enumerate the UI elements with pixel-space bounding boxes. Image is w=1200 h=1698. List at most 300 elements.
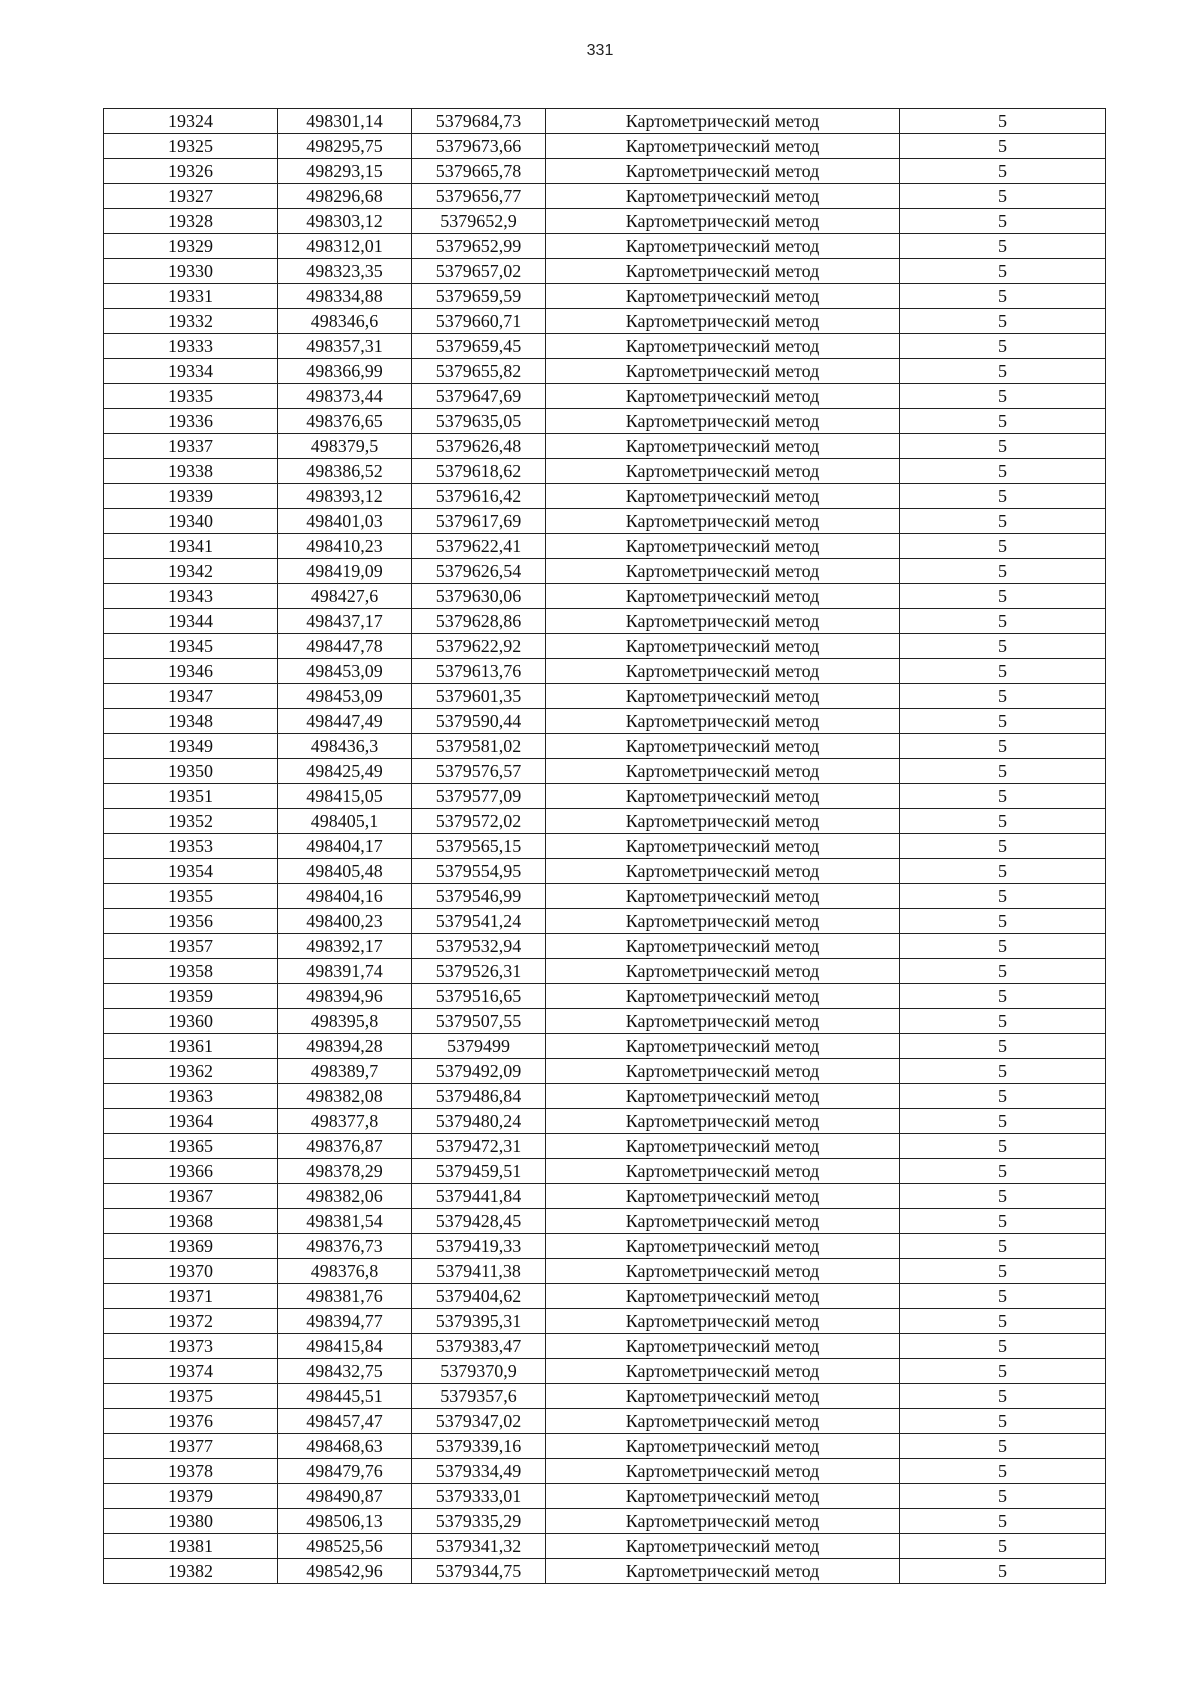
point-number-cell: 19372 (104, 1309, 278, 1334)
y-coordinate-cell: 5379659,59 (412, 284, 546, 309)
accuracy-cell: 5 (900, 559, 1106, 584)
y-coordinate-cell: 5379480,24 (412, 1109, 546, 1134)
y-coordinate-cell: 5379576,57 (412, 759, 546, 784)
point-number-cell: 19373 (104, 1334, 278, 1359)
point-number-cell: 19346 (104, 659, 278, 684)
y-coordinate-cell: 5379659,45 (412, 334, 546, 359)
method-cell: Картометрический метод (546, 709, 900, 734)
x-coordinate-cell: 498392,17 (278, 934, 412, 959)
method-cell: Картометрический метод (546, 809, 900, 834)
y-coordinate-cell: 5379404,62 (412, 1284, 546, 1309)
accuracy-cell: 5 (900, 1434, 1106, 1459)
table-row (104, 1134, 1106, 1159)
method-cell: Картометрический метод (546, 1459, 900, 1484)
point-number-cell: 19328 (104, 209, 278, 234)
accuracy-cell: 5 (900, 284, 1106, 309)
method-cell: Картометрический метод (546, 634, 900, 659)
x-coordinate-cell: 498425,49 (278, 759, 412, 784)
accuracy-cell: 5 (900, 1334, 1106, 1359)
table-row (104, 984, 1106, 1009)
y-coordinate-cell: 5379334,49 (412, 1459, 546, 1484)
y-coordinate-cell: 5379532,94 (412, 934, 546, 959)
y-coordinate-cell: 5379652,99 (412, 234, 546, 259)
x-coordinate-cell: 498404,17 (278, 834, 412, 859)
accuracy-cell: 5 (900, 1459, 1106, 1484)
table-row (104, 909, 1106, 934)
y-coordinate-cell: 5379499 (412, 1034, 546, 1059)
x-coordinate-cell: 498394,28 (278, 1034, 412, 1059)
point-number-cell: 19353 (104, 834, 278, 859)
x-coordinate-cell: 498506,13 (278, 1509, 412, 1534)
x-coordinate-cell: 498447,78 (278, 634, 412, 659)
y-coordinate-cell: 5379601,35 (412, 684, 546, 709)
x-coordinate-cell: 498427,6 (278, 584, 412, 609)
accuracy-cell: 5 (900, 534, 1106, 559)
x-coordinate-cell: 498394,96 (278, 984, 412, 1009)
table-row (104, 409, 1106, 434)
table-row (104, 684, 1106, 709)
y-coordinate-cell: 5379441,84 (412, 1184, 546, 1209)
accuracy-cell: 5 (900, 709, 1106, 734)
table-row (104, 334, 1106, 359)
accuracy-cell: 5 (900, 1234, 1106, 1259)
point-number-cell: 19362 (104, 1059, 278, 1084)
x-coordinate-cell: 498386,52 (278, 459, 412, 484)
accuracy-cell: 5 (900, 459, 1106, 484)
table-row (104, 609, 1106, 634)
x-coordinate-cell: 498303,12 (278, 209, 412, 234)
accuracy-cell: 5 (900, 259, 1106, 284)
table-row (104, 784, 1106, 809)
method-cell: Картометрический метод (546, 1434, 900, 1459)
table-row (104, 1084, 1106, 1109)
method-cell: Картометрический метод (546, 284, 900, 309)
accuracy-cell: 5 (900, 684, 1106, 709)
table-row (104, 209, 1106, 234)
y-coordinate-cell: 5379492,09 (412, 1059, 546, 1084)
table-row (104, 234, 1106, 259)
x-coordinate-cell: 498401,03 (278, 509, 412, 534)
point-number-cell: 19349 (104, 734, 278, 759)
y-coordinate-cell: 5379590,44 (412, 709, 546, 734)
point-number-cell: 19365 (104, 1134, 278, 1159)
y-coordinate-cell: 5379647,69 (412, 384, 546, 409)
method-cell: Картометрический метод (546, 1084, 900, 1109)
y-coordinate-cell: 5379341,32 (412, 1534, 546, 1559)
table-row (104, 284, 1106, 309)
accuracy-cell: 5 (900, 484, 1106, 509)
table-row (104, 1184, 1106, 1209)
x-coordinate-cell: 498436,3 (278, 734, 412, 759)
method-cell: Картометрический метод (546, 484, 900, 509)
point-number-cell: 19370 (104, 1259, 278, 1284)
x-coordinate-cell: 498437,17 (278, 609, 412, 634)
point-number-cell: 19371 (104, 1284, 278, 1309)
method-cell: Картометрический метод (546, 1259, 900, 1284)
point-number-cell: 19363 (104, 1084, 278, 1109)
method-cell: Картометрический метод (546, 509, 900, 534)
accuracy-cell: 5 (900, 159, 1106, 184)
point-number-cell: 19333 (104, 334, 278, 359)
method-cell: Картометрический метод (546, 1384, 900, 1409)
method-cell: Картометрический метод (546, 234, 900, 259)
y-coordinate-cell: 5379626,54 (412, 559, 546, 584)
y-coordinate-cell: 5379616,42 (412, 484, 546, 509)
method-cell: Картометрический метод (546, 1109, 900, 1134)
point-number-cell: 19364 (104, 1109, 278, 1134)
accuracy-cell: 5 (900, 1284, 1106, 1309)
accuracy-cell: 5 (900, 734, 1106, 759)
x-coordinate-cell: 498453,09 (278, 684, 412, 709)
point-number-cell: 19352 (104, 809, 278, 834)
table-row (104, 584, 1106, 609)
accuracy-cell: 5 (900, 1309, 1106, 1334)
method-cell: Картометрический метод (546, 1209, 900, 1234)
y-coordinate-cell: 5379344,75 (412, 1559, 546, 1584)
x-coordinate-cell: 498376,65 (278, 409, 412, 434)
accuracy-cell: 5 (900, 334, 1106, 359)
table-row (104, 809, 1106, 834)
y-coordinate-cell: 5379657,02 (412, 259, 546, 284)
point-number-cell: 19354 (104, 859, 278, 884)
method-cell: Картометрический метод (546, 884, 900, 909)
table-row (104, 184, 1106, 209)
point-number-cell: 19331 (104, 284, 278, 309)
method-cell: Картометрический метод (546, 734, 900, 759)
x-coordinate-cell: 498419,09 (278, 559, 412, 584)
point-number-cell: 19343 (104, 584, 278, 609)
point-number-cell: 19360 (104, 1009, 278, 1034)
y-coordinate-cell: 5379581,02 (412, 734, 546, 759)
point-number-cell: 19334 (104, 359, 278, 384)
table-row (104, 859, 1106, 884)
point-number-cell: 19330 (104, 259, 278, 284)
table-row (104, 1109, 1106, 1134)
x-coordinate-cell: 498415,84 (278, 1334, 412, 1359)
table-row (104, 1559, 1106, 1584)
accuracy-cell: 5 (900, 1534, 1106, 1559)
x-coordinate-cell: 498376,8 (278, 1259, 412, 1284)
y-coordinate-cell: 5379617,69 (412, 509, 546, 534)
table-row (104, 309, 1106, 334)
x-coordinate-cell: 498468,63 (278, 1434, 412, 1459)
y-coordinate-cell: 5379626,48 (412, 434, 546, 459)
point-number-cell: 19324 (104, 109, 278, 134)
method-cell: Картометрический метод (546, 859, 900, 884)
y-coordinate-cell: 5379673,66 (412, 134, 546, 159)
method-cell: Картометрический метод (546, 409, 900, 434)
table-row (104, 709, 1106, 734)
point-number-cell: 19381 (104, 1534, 278, 1559)
x-coordinate-cell: 498334,88 (278, 284, 412, 309)
method-cell: Картометрический метод (546, 434, 900, 459)
method-cell: Картометрический метод (546, 1034, 900, 1059)
point-number-cell: 19347 (104, 684, 278, 709)
method-cell: Картометрический метод (546, 834, 900, 859)
accuracy-cell: 5 (900, 884, 1106, 909)
point-number-cell: 19379 (104, 1484, 278, 1509)
point-number-cell: 19367 (104, 1184, 278, 1209)
point-number-cell: 19337 (104, 434, 278, 459)
accuracy-cell: 5 (900, 1059, 1106, 1084)
accuracy-cell: 5 (900, 1259, 1106, 1284)
x-coordinate-cell: 498525,56 (278, 1534, 412, 1559)
y-coordinate-cell: 5379486,84 (412, 1084, 546, 1109)
method-cell: Картометрический метод (546, 1509, 900, 1534)
accuracy-cell: 5 (900, 309, 1106, 334)
table-row (104, 1284, 1106, 1309)
point-number-cell: 19348 (104, 709, 278, 734)
table-row (104, 159, 1106, 184)
point-number-cell: 19327 (104, 184, 278, 209)
accuracy-cell: 5 (900, 134, 1106, 159)
x-coordinate-cell: 498405,48 (278, 859, 412, 884)
y-coordinate-cell: 5379516,65 (412, 984, 546, 1009)
table-row (104, 1034, 1106, 1059)
table-row (104, 834, 1106, 859)
y-coordinate-cell: 5379618,62 (412, 459, 546, 484)
y-coordinate-cell: 5379622,92 (412, 634, 546, 659)
method-cell: Картометрический метод (546, 759, 900, 784)
point-number-cell: 19335 (104, 384, 278, 409)
accuracy-cell: 5 (900, 584, 1106, 609)
accuracy-cell: 5 (900, 1009, 1106, 1034)
accuracy-cell: 5 (900, 1484, 1106, 1509)
x-coordinate-cell: 498391,74 (278, 959, 412, 984)
table-row (104, 1384, 1106, 1409)
method-cell: Картометрический метод (546, 359, 900, 384)
method-cell: Картометрический метод (546, 559, 900, 584)
point-number-cell: 19339 (104, 484, 278, 509)
y-coordinate-cell: 5379419,33 (412, 1234, 546, 1259)
point-number-cell: 19344 (104, 609, 278, 634)
point-number-cell: 19382 (104, 1559, 278, 1584)
method-cell: Картометрический метод (546, 684, 900, 709)
y-coordinate-cell: 5379652,9 (412, 209, 546, 234)
y-coordinate-cell: 5379333,01 (412, 1484, 546, 1509)
accuracy-cell: 5 (900, 234, 1106, 259)
point-number-cell: 19368 (104, 1209, 278, 1234)
table-row (104, 1309, 1106, 1334)
x-coordinate-cell: 498404,16 (278, 884, 412, 909)
point-number-cell: 19332 (104, 309, 278, 334)
x-coordinate-cell: 498376,73 (278, 1234, 412, 1259)
method-cell: Картометрический метод (546, 1534, 900, 1559)
coordinates-table-body (104, 109, 1106, 1584)
table-row (104, 459, 1106, 484)
x-coordinate-cell: 498381,54 (278, 1209, 412, 1234)
method-cell: Картометрический метод (546, 909, 900, 934)
y-coordinate-cell: 5379541,24 (412, 909, 546, 934)
x-coordinate-cell: 498453,09 (278, 659, 412, 684)
method-cell: Картометрический метод (546, 534, 900, 559)
x-coordinate-cell: 498382,06 (278, 1184, 412, 1209)
accuracy-cell: 5 (900, 509, 1106, 534)
method-cell: Картометрический метод (546, 609, 900, 634)
table-row (104, 934, 1106, 959)
accuracy-cell: 5 (900, 1109, 1106, 1134)
x-coordinate-cell: 498378,29 (278, 1159, 412, 1184)
x-coordinate-cell: 498379,5 (278, 434, 412, 459)
x-coordinate-cell: 498457,47 (278, 1409, 412, 1434)
y-coordinate-cell: 5379347,02 (412, 1409, 546, 1434)
method-cell: Картометрический метод (546, 584, 900, 609)
method-cell: Картометрический метод (546, 334, 900, 359)
x-coordinate-cell: 498445,51 (278, 1384, 412, 1409)
x-coordinate-cell: 498346,6 (278, 309, 412, 334)
y-coordinate-cell: 5379635,05 (412, 409, 546, 434)
x-coordinate-cell: 498295,75 (278, 134, 412, 159)
point-number-cell: 19342 (104, 559, 278, 584)
method-cell: Картометрический метод (546, 1234, 900, 1259)
accuracy-cell: 5 (900, 434, 1106, 459)
accuracy-cell: 5 (900, 759, 1106, 784)
method-cell: Картометрический метод (546, 134, 900, 159)
y-coordinate-cell: 5379665,78 (412, 159, 546, 184)
accuracy-cell: 5 (900, 1184, 1106, 1209)
accuracy-cell: 5 (900, 1559, 1106, 1584)
accuracy-cell: 5 (900, 109, 1106, 134)
table-row (104, 1509, 1106, 1534)
accuracy-cell: 5 (900, 209, 1106, 234)
x-coordinate-cell: 498490,87 (278, 1484, 412, 1509)
y-coordinate-cell: 5379546,99 (412, 884, 546, 909)
method-cell: Картометрический метод (546, 259, 900, 284)
table-row (104, 659, 1106, 684)
method-cell: Картометрический метод (546, 1559, 900, 1584)
point-number-cell: 19329 (104, 234, 278, 259)
method-cell: Картометрический метод (546, 1059, 900, 1084)
method-cell: Картометрический метод (546, 959, 900, 984)
accuracy-cell: 5 (900, 1209, 1106, 1234)
accuracy-cell: 5 (900, 659, 1106, 684)
table-row (104, 1209, 1106, 1234)
y-coordinate-cell: 5379684,73 (412, 109, 546, 134)
accuracy-cell: 5 (900, 959, 1106, 984)
y-coordinate-cell: 5379335,29 (412, 1509, 546, 1534)
y-coordinate-cell: 5379628,86 (412, 609, 546, 634)
x-coordinate-cell: 498405,1 (278, 809, 412, 834)
accuracy-cell: 5 (900, 1134, 1106, 1159)
x-coordinate-cell: 498389,7 (278, 1059, 412, 1084)
x-coordinate-cell: 498447,49 (278, 709, 412, 734)
method-cell: Картометрический метод (546, 1184, 900, 1209)
table-row (104, 1459, 1106, 1484)
table-row (104, 1534, 1106, 1559)
x-coordinate-cell: 498410,23 (278, 534, 412, 559)
method-cell: Картометрический метод (546, 309, 900, 334)
table-row (104, 884, 1106, 909)
method-cell: Картометрический метод (546, 784, 900, 809)
point-number-cell: 19376 (104, 1409, 278, 1434)
point-number-cell: 19350 (104, 759, 278, 784)
table-row (104, 1234, 1106, 1259)
x-coordinate-cell: 498400,23 (278, 909, 412, 934)
x-coordinate-cell: 498415,05 (278, 784, 412, 809)
method-cell: Картометрический метод (546, 1134, 900, 1159)
table-row (104, 134, 1106, 159)
y-coordinate-cell: 5379428,45 (412, 1209, 546, 1234)
x-coordinate-cell: 498382,08 (278, 1084, 412, 1109)
x-coordinate-cell: 498373,44 (278, 384, 412, 409)
point-number-cell: 19356 (104, 909, 278, 934)
table-row (104, 534, 1106, 559)
method-cell: Картометрический метод (546, 384, 900, 409)
point-number-cell: 19377 (104, 1434, 278, 1459)
method-cell: Картометрический метод (546, 1284, 900, 1309)
x-coordinate-cell: 498542,96 (278, 1559, 412, 1584)
accuracy-cell: 5 (900, 909, 1106, 934)
y-coordinate-cell: 5379395,31 (412, 1309, 546, 1334)
x-coordinate-cell: 498377,8 (278, 1109, 412, 1134)
table-row (104, 259, 1106, 284)
y-coordinate-cell: 5379572,02 (412, 809, 546, 834)
y-coordinate-cell: 5379472,31 (412, 1134, 546, 1159)
point-number-cell: 19351 (104, 784, 278, 809)
point-number-cell: 19369 (104, 1234, 278, 1259)
x-coordinate-cell: 498479,76 (278, 1459, 412, 1484)
table-row (104, 1159, 1106, 1184)
y-coordinate-cell: 5379565,15 (412, 834, 546, 859)
accuracy-cell: 5 (900, 1359, 1106, 1384)
table-row (104, 1484, 1106, 1509)
accuracy-cell: 5 (900, 384, 1106, 409)
point-number-cell: 19366 (104, 1159, 278, 1184)
y-coordinate-cell: 5379630,06 (412, 584, 546, 609)
method-cell: Картометрический метод (546, 1359, 900, 1384)
accuracy-cell: 5 (900, 1509, 1106, 1534)
point-number-cell: 19380 (104, 1509, 278, 1534)
table-row (104, 959, 1106, 984)
point-number-cell: 19340 (104, 509, 278, 534)
coordinates-table (103, 108, 1106, 1584)
y-coordinate-cell: 5379339,16 (412, 1434, 546, 1459)
x-coordinate-cell: 498394,77 (278, 1309, 412, 1334)
y-coordinate-cell: 5379554,95 (412, 859, 546, 884)
table-row (104, 1334, 1106, 1359)
x-coordinate-cell: 498393,12 (278, 484, 412, 509)
table-row (104, 434, 1106, 459)
accuracy-cell: 5 (900, 834, 1106, 859)
accuracy-cell: 5 (900, 859, 1106, 884)
point-number-cell: 19345 (104, 634, 278, 659)
table-row (104, 734, 1106, 759)
table-row (104, 1409, 1106, 1434)
x-coordinate-cell: 498381,76 (278, 1284, 412, 1309)
point-number-cell: 19374 (104, 1359, 278, 1384)
y-coordinate-cell: 5379622,41 (412, 534, 546, 559)
method-cell: Картометрический метод (546, 1159, 900, 1184)
y-coordinate-cell: 5379577,09 (412, 784, 546, 809)
point-number-cell: 19336 (104, 409, 278, 434)
point-number-cell: 19375 (104, 1384, 278, 1409)
method-cell: Картометрический метод (546, 1309, 900, 1334)
x-coordinate-cell: 498323,35 (278, 259, 412, 284)
point-number-cell: 19378 (104, 1459, 278, 1484)
method-cell: Картометрический метод (546, 1484, 900, 1509)
table-row (104, 759, 1106, 784)
page-number: 331 (586, 42, 614, 59)
method-cell: Картометрический метод (546, 984, 900, 1009)
accuracy-cell: 5 (900, 184, 1106, 209)
table-row (104, 1059, 1106, 1084)
accuracy-cell: 5 (900, 359, 1106, 384)
table-row (104, 1359, 1106, 1384)
point-number-cell: 19361 (104, 1034, 278, 1059)
table-row (104, 1434, 1106, 1459)
method-cell: Картометрический метод (546, 184, 900, 209)
table-row (104, 559, 1106, 584)
